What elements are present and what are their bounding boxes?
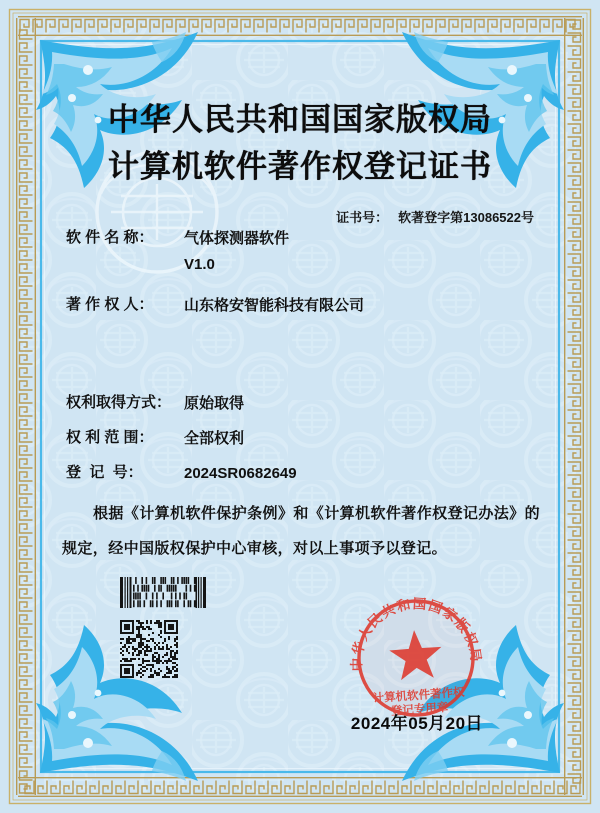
issuer-title: 中华人民共和国国家版权局 [108, 102, 492, 137]
barcode [120, 577, 206, 608]
field-label: 软 件 名 称： [66, 229, 154, 246]
field-acquisition-method [66, 391, 542, 417]
field-value: 山东格安智能科技有限公司 [184, 297, 365, 314]
seal-text-line2: 登记专用章 [390, 701, 449, 718]
certificate-title: 计算机软件著作权登记证书 [108, 149, 492, 184]
field-copyright-owner [66, 293, 542, 319]
field-rights-scope [66, 426, 542, 452]
field-label: 权 利 范 围： [66, 429, 154, 446]
software-version: V1.0 [184, 256, 215, 273]
field-value: 2024SR0682649 [184, 465, 297, 482]
field-value: 全部权利 [184, 430, 245, 447]
certificate-number-label: 证书号： [336, 210, 389, 225]
issue-date: 2024年05月20日 [350, 714, 484, 733]
seal-text-line1: 计算机软件著作权 [372, 686, 465, 706]
certificate-number-value: 软著登字第13086522号 [398, 210, 534, 225]
field-value [184, 226, 289, 278]
software-name: 气体探测器软件 [184, 230, 290, 247]
qr-code [120, 620, 178, 678]
field-value: 原始取得 [184, 395, 245, 412]
field-software-name [66, 226, 542, 278]
field-label: 著 作 权 人： [66, 296, 154, 313]
field-label: 权利取得方式： [66, 394, 172, 411]
seal-ring-text: 中华人民共和国国家版权局 [349, 596, 484, 672]
field-registration-number [66, 461, 542, 487]
field-label: 登 记 号： [66, 464, 143, 481]
registration-statement: 根据《计算机软件保护条例》和《计算机软件著作权登记办法》的规定，经中国版权保护中心审核，对以上事项予以登记。 [62, 505, 540, 557]
